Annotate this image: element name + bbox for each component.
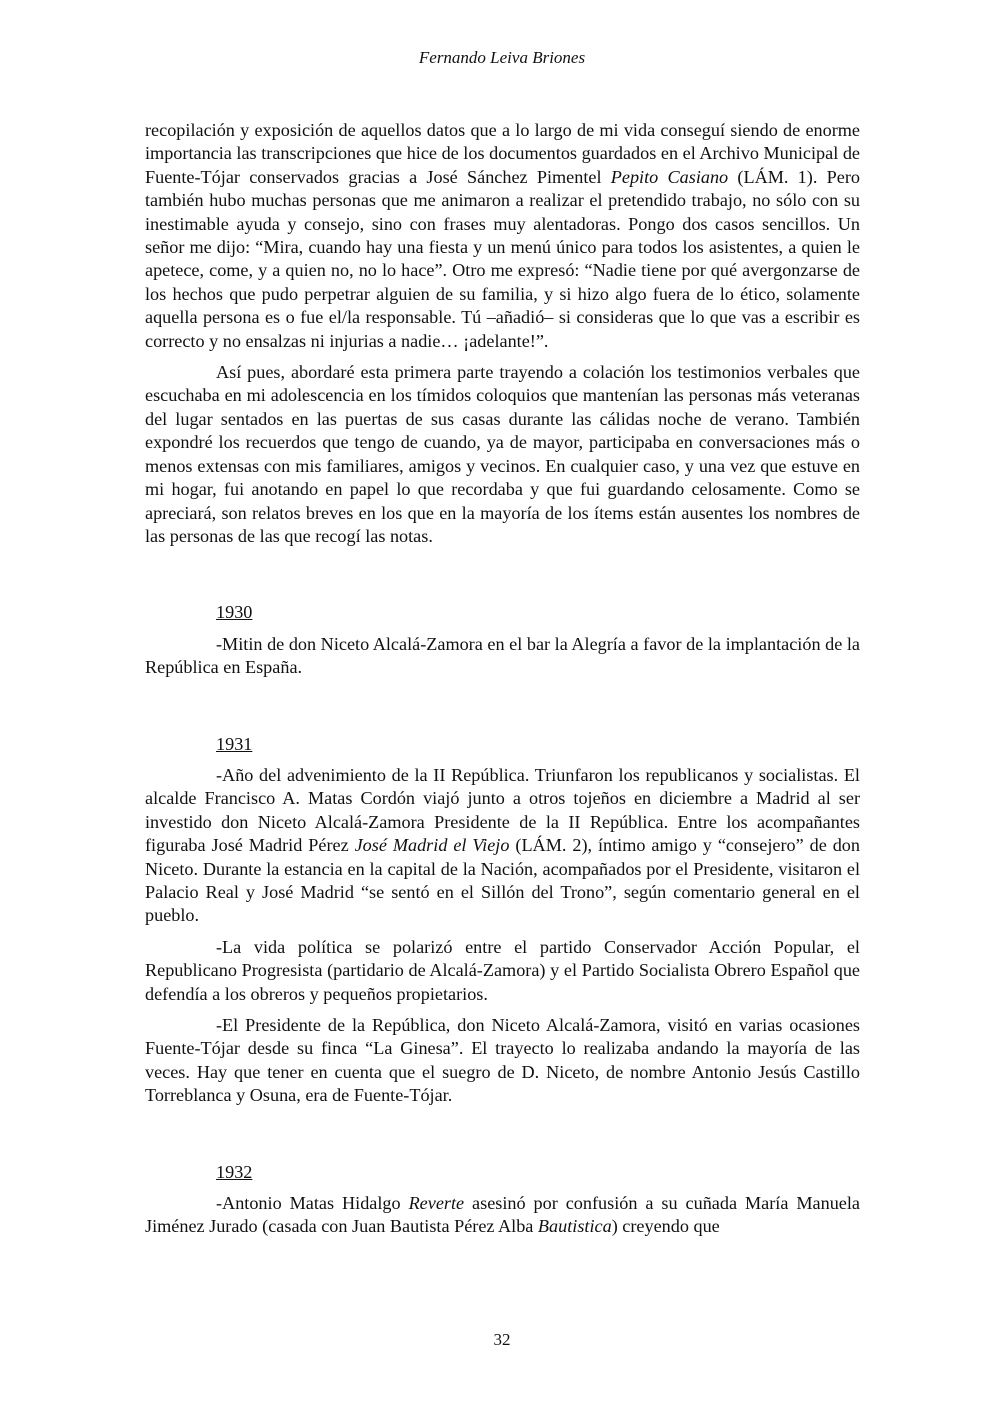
- entry-1932: -Antonio Matas Hidalgo Reverte asesinó por confusión a su cuñada María Manuela Jiménez Jurado (casada con Juan Bautista Pérez Alba Bautistica) creyendo que: [145, 1193, 860, 1237]
- paragraph-method: Así pues, abordaré esta primera parte trayendo a colación los testimonios verbales que escuchaba en mi adolescencia en los tímidos coloquios que mantenían las personas más veteranas del lugar sentados en las puertas de sus casas durante las cálidas noche de verano. También expondré los recuerdos que tengo de cuando, ya de mayor, participaba en conversaciones más o menos extensas con mis familiares, amigos y vecinos. En cualquier caso, y una vez que estuve en mi hogar, fui anotando en papel lo que recordaba y que fui guardando celosamente. Como se apreciará, son relatos breves en los que en la mayoría de los ítems están ausentes los nombres de las personas de las que recogí las notas.: [145, 362, 860, 546]
- year-heading-1931: 1931: [216, 733, 253, 754]
- entry-1931-president-visits: -El Presidente de la República, don Niceto Alcalá-Zamora, visitó en varias ocasiones Fuente-Tójar desde su finca “La Ginesa”. El trayecto lo realizaba andando la mayoría de las veces. Hay que tener en cuenta que el suegro de D. Niceto, de nombre Antonio Jesús Castillo Torreblanca y Osuna, era de Fuente-Tójar.: [145, 1015, 860, 1106]
- year-heading-1932: 1932: [216, 1161, 253, 1182]
- entry-1931-politics: -La vida política se polarizó entre el partido Conservador Acción Popular, el Republicano Progresista (partidario de Alcalá-Zamora) y el Partido Socialista Obrero Español que defendía a los obreros y pequeños propietarios.: [145, 936, 860, 1004]
- page-number: 32: [493, 1330, 511, 1349]
- running-head-author: Fernando Leiva Briones: [418, 48, 586, 67]
- paragraph-intro-continued: recopilación y exposición de aquellos datos que a lo largo de mi vida conseguí siendo de enorme importancia las transcripciones que hice de los documentos guardados en el Archivo Municipal de Fuente-Tójar conservados gracias a José Sánchez Pimentel Pepito Casiano (LÁM. 1). Pero también hubo muchas personas que me animaron a realizar el pretendido trabajo, no sólo con su inestimable ayuda y consejo, sino con frases muy alentadoras. Pongo dos casos sencillos. Un señor me dijo: “Mira, cuando hay una fiesta y un menú único para todos los asistentes, a quien le apetece, come, y a quien no, no lo hace”. Otro me expresó: “Nadie tiene por qué avergonzarse de los hechos que pudo perpetrar alguien de su familia, y si hizo algo fuera de lo ético, solamente aquella persona es o fue el/la responsable. Tú –añadió– si consideras que lo que vas a escribir es correcto y no ensalzas ni injurias a nadie… ¡adelante!”.: [145, 120, 860, 351]
- year-heading-1930: 1930: [216, 602, 253, 623]
- nickname-italic: Pepito Casiano: [610, 166, 729, 187]
- nickname-italic: Bautistica: [537, 1216, 612, 1237]
- page-body: [145, 119, 860, 1239]
- entry-1931-republic: -Año del advenimiento de la II República. Triunfaron los republicanos y socialistas. El alcalde Francisco A. Matas Cordón viajó junto a otros tojeños en diciembre a Madrid al ser investido don Niceto Alcalá-Zamora Presidente de la II República. Entre los acompañantes figuraba José Madrid Pérez José Madrid el Viejo (LÁM. 2), íntimo amigo y “consejero” de don Niceto. Durante la estancia en la capital de la Nación, acompañados por el Presidente, visitaron el Palacio Real y José Madrid “se sentó en el Sillón del Trono”, según comentario general en el pueblo.: [145, 764, 860, 926]
- nickname-italic: Reverte: [408, 1193, 465, 1214]
- nickname-italic: José Madrid el Viejo: [354, 835, 510, 856]
- entry-1930: -Mitin de don Niceto Alcalá-Zamora en el bar la Alegría a favor de la implantación de la República en España.: [145, 633, 860, 678]
